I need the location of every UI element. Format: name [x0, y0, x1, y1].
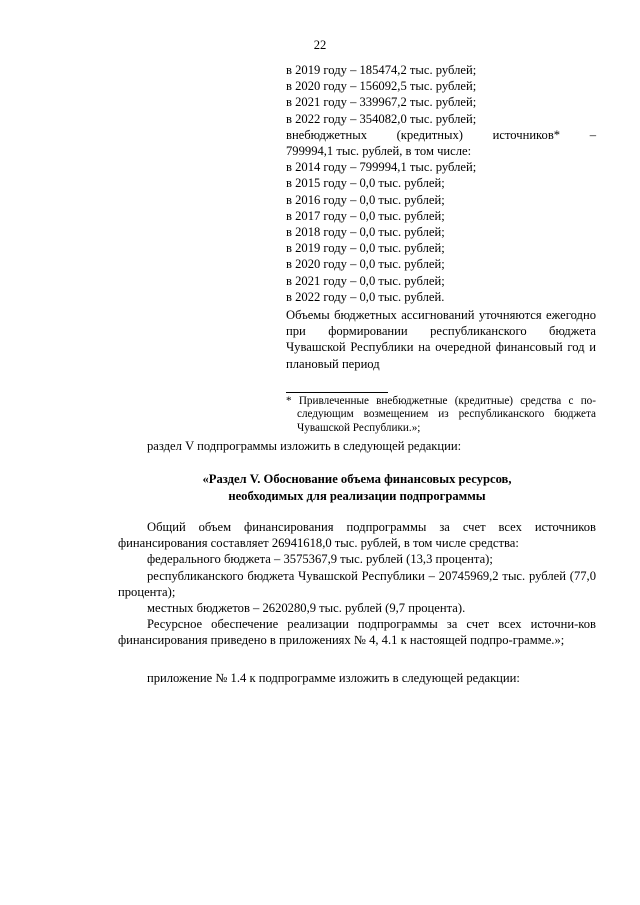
body-paragraph: республиканского бюджета Чувашской Республики – 20745969,2 тыс. рублей (77,0 процента);	[118, 568, 596, 599]
section-heading	[118, 471, 596, 504]
extrabudget-word: (кредитных)	[396, 127, 463, 142]
funding-year-line: в 2021 году – 339967,2 тыс. рублей;	[286, 95, 477, 110]
extrabudget-word: источников*	[492, 127, 561, 142]
extrabudget-year-line: в 2021 году – 0,0 тыс. рублей;	[286, 273, 445, 288]
budget-note-paragraph: Объемы бюджетных ассигнований уточняются ежегодно при формировании республиканского бюджета Чувашской Республики на очередной финансовый год и плановый период	[286, 308, 596, 371]
extrabudget-year-line: в 2022 году – 0,0 тыс. рублей.	[286, 289, 445, 304]
funding-year-line: в 2020 году – 156092,5 тыс. рублей;	[286, 79, 477, 94]
page-number: 22	[313, 38, 327, 52]
extrabudget-year-line: в 2018 году – 0,0 тыс. рублей;	[286, 225, 445, 240]
body-paragraph: местных бюджетов – 2620280,9 тыс. рублей (9,7 процента).	[147, 601, 466, 616]
extrabudget-year-line: в 2016 году – 0,0 тыс. рублей;	[286, 192, 445, 207]
extrabudget-word: –	[589, 127, 596, 142]
extrabudget-year-line: в 2015 году – 0,0 тыс. рублей;	[286, 176, 445, 191]
body-paragraph: Ресурсное обеспечение реализации подпрограммы за счет всех источни-ков финансирования приведено в приложениях № 4, 4.1 к настоящей подпро-грамме.»;	[118, 617, 596, 648]
closing-instruction-text: приложение № 1.4 к подпрограмме изложить в следующей редакции:	[147, 671, 520, 685]
body-paragraph: Общий объем финансирования подпрограммы за счет всех источников финансирования составляет 26941618,0 тыс. рублей, в том числе средства:	[118, 520, 596, 551]
extrabudget-year-line: в 2020 году – 0,0 тыс. рублей;	[286, 257, 445, 272]
extrabudget-year-line: в 2014 году – 799994,1 тыс. рублей;	[286, 160, 477, 175]
funding-year-line: в 2019 году – 185474,2 тыс. рублей;	[286, 63, 477, 77]
section-heading-line: «Раздел V. Обоснование объема финансовых ресурсов,	[202, 472, 512, 486]
section-body	[118, 519, 596, 649]
extrabudget-word: внебюджетных	[286, 127, 367, 142]
section-intro-text: раздел V подпрограммы изложить в следующей редакции:	[147, 439, 462, 453]
section-heading-line: необходимых для реализации подпрограммы	[228, 488, 486, 503]
extrabudget-label	[286, 127, 596, 143]
funding-year-line: в 2022 году – 354082,0 тыс. рублей;	[286, 111, 477, 126]
body-paragraph: федерального бюджета – 3575367,9 тыс. рублей (13,3 процента);	[147, 552, 493, 567]
footnote-divider	[286, 392, 388, 393]
closing-instruction	[118, 670, 596, 686]
footnote: * Привлеченные внебюджетные (кредитные) средства с по-следующим возмещением из республиканского бюджета Чувашской Республики.»;	[286, 394, 596, 435]
funding-sources-column	[286, 62, 596, 436]
extrabudget-year-line: в 2019 году – 0,0 тыс. рублей;	[286, 241, 445, 256]
section-intro	[118, 438, 596, 454]
extrabudget-total: 799994,1 тыс. рублей, в том числе:	[286, 144, 472, 159]
extrabudget-year-line: в 2017 году – 0,0 тыс. рублей;	[286, 208, 445, 223]
